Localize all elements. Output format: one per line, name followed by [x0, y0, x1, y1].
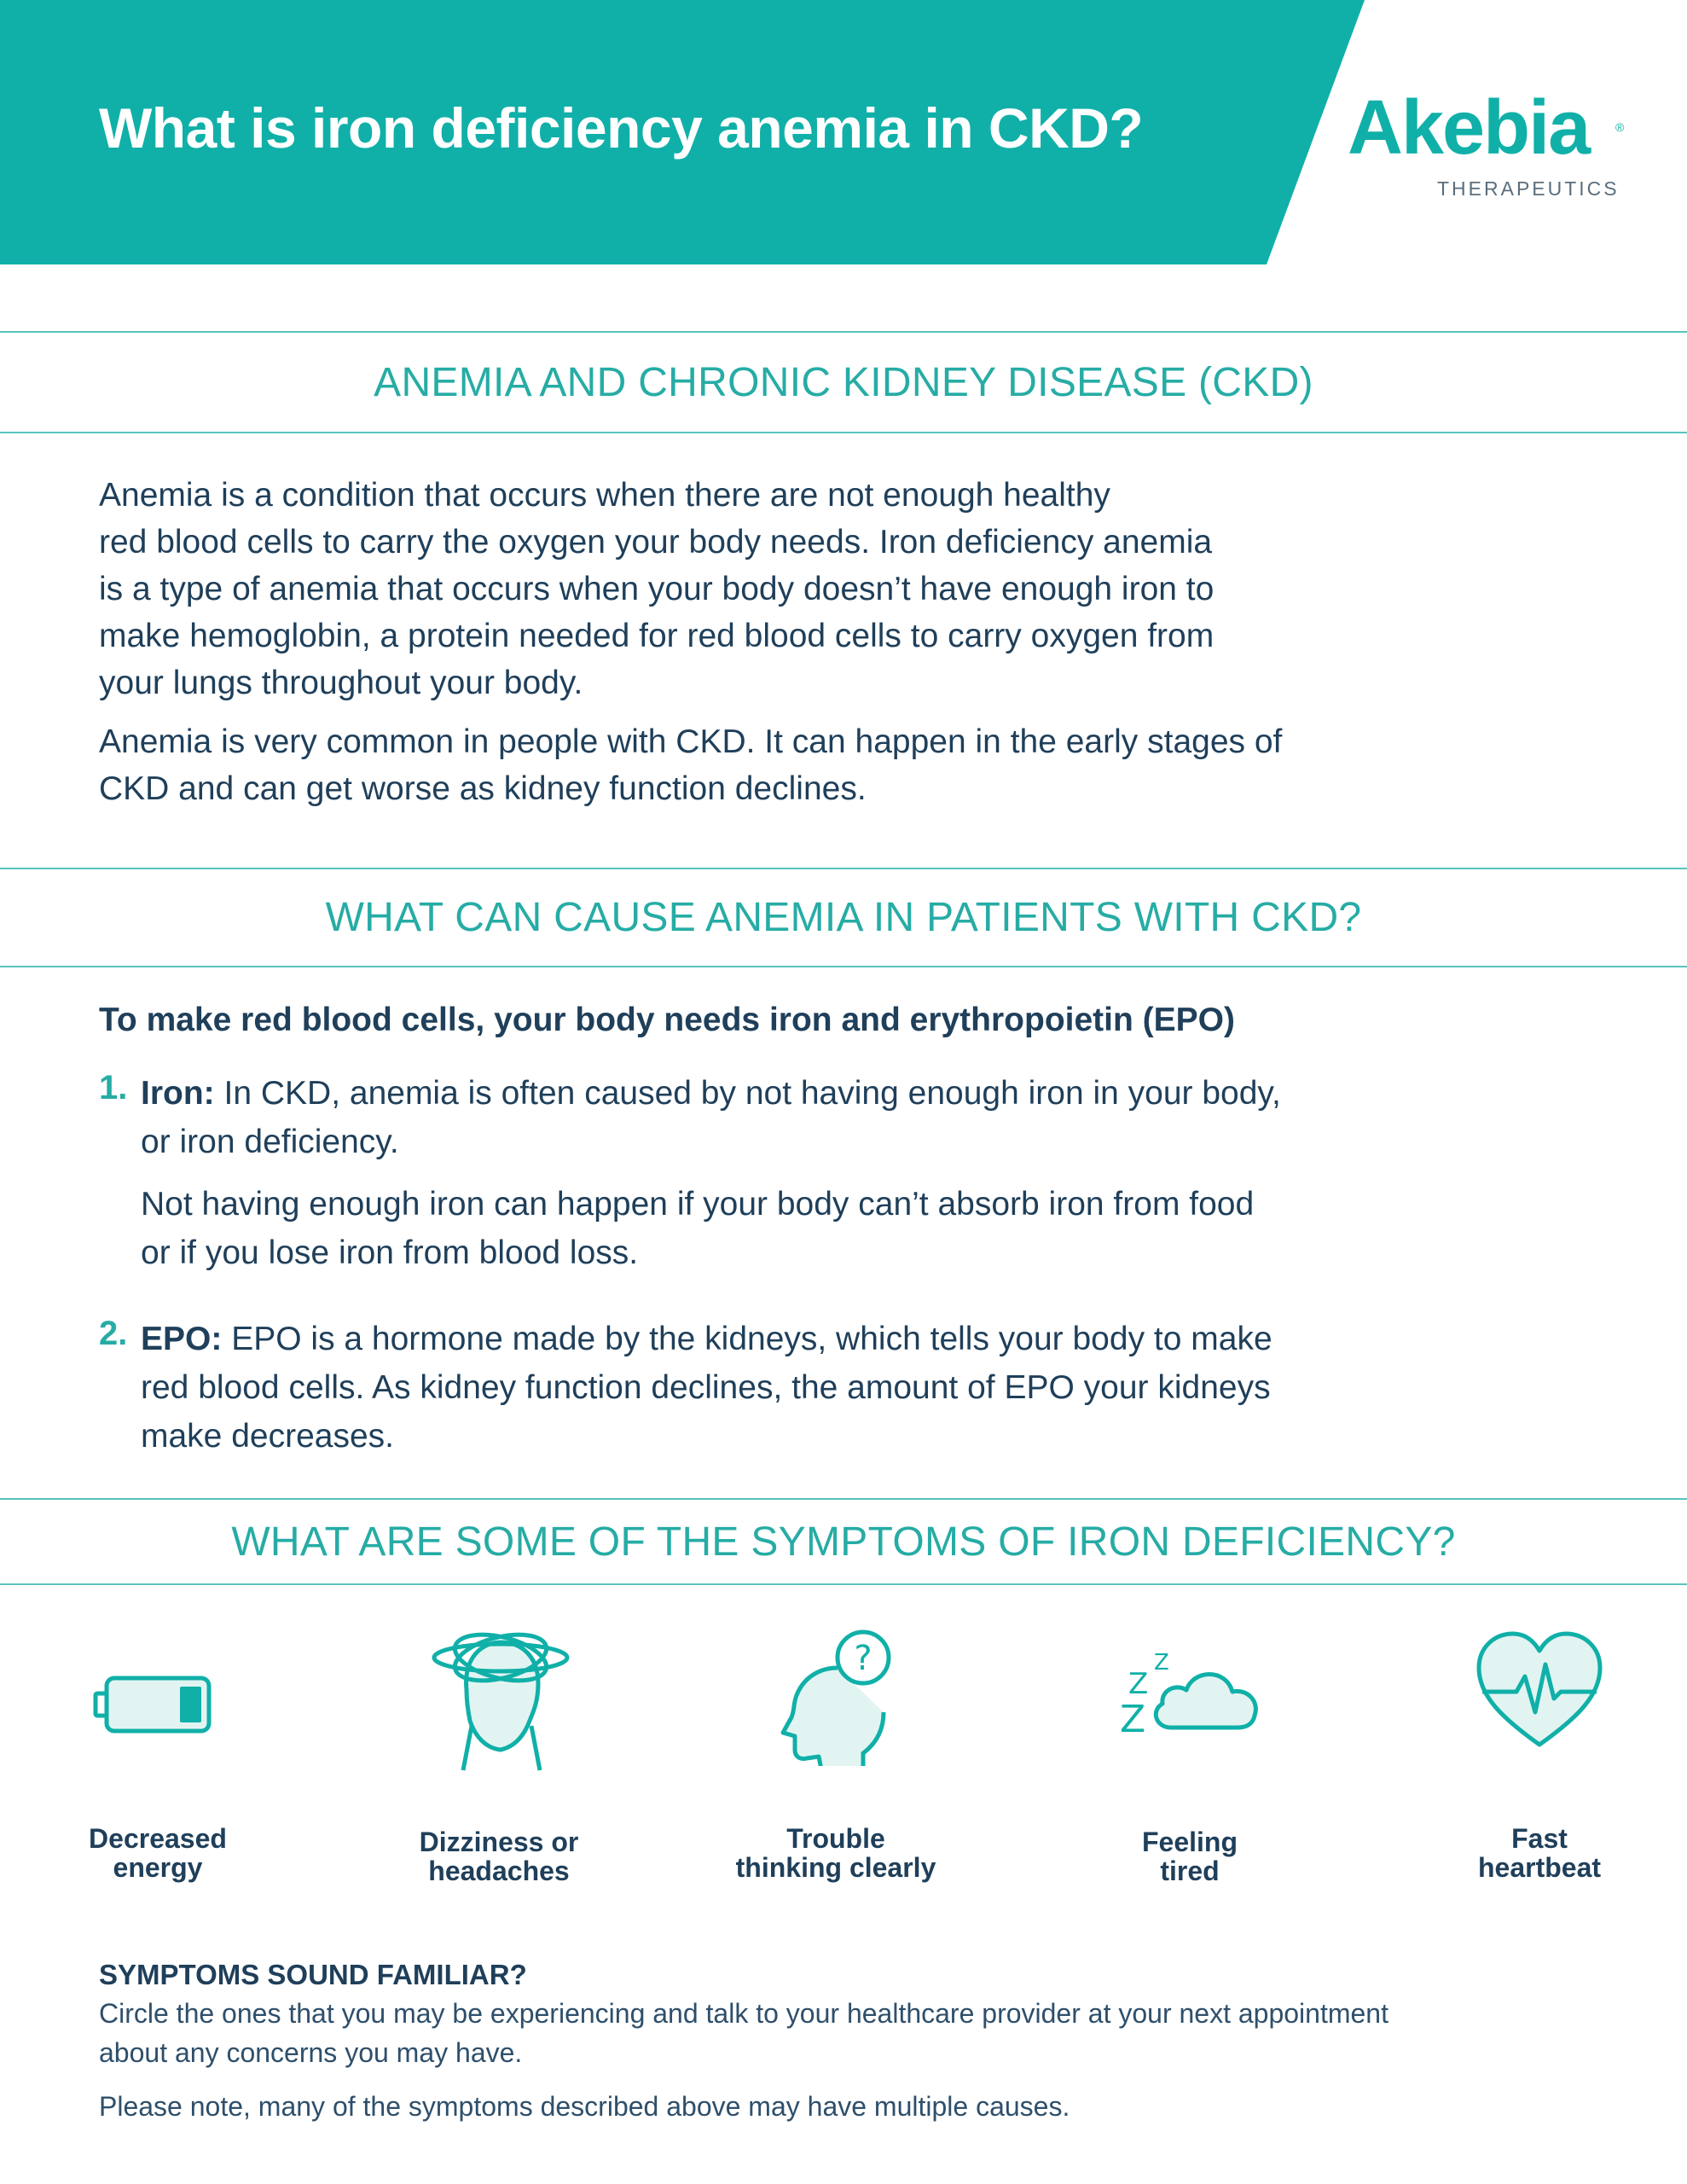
- section-header-causes: [0, 868, 1687, 967]
- svg-text:Z: Z: [1154, 1650, 1169, 1676]
- section-heading: WHAT ARE SOME OF THE SYMPTOMS OF IRON DEFICIENCY?: [231, 1519, 1456, 1565]
- svg-text:?: ?: [854, 1639, 872, 1678]
- section-header-symptoms: [0, 1498, 1687, 1585]
- logo-registered-mark: ®: [1615, 120, 1625, 134]
- text-line: In CKD, anemia is often caused by not having enough iron in your body,: [223, 1075, 1281, 1112]
- causes-lead-text: To make red blood cells, your body needs iron and erythropoietin (EPO): [99, 1002, 1235, 1038]
- text-line: make decreases.: [141, 1418, 394, 1455]
- page-title: What is iron deficiency anemia in CKD?: [99, 96, 1144, 160]
- paragraph-anemia-ckd: [99, 718, 1549, 812]
- symptom-label: Decreased energy: [89, 1823, 227, 1883]
- heartbeat-icon: [1467, 1617, 1612, 1753]
- list-item-epo: [99, 1315, 1549, 1461]
- text-line: make hemoglobin, a protein needed for red blood cells to carry oxygen from: [99, 618, 1215, 654]
- symptom-label: Feeling tired: [1141, 1827, 1238, 1886]
- causes-note: Please note, many of the symptoms described above may have multiple causes.: [99, 2091, 1070, 2122]
- logo-wordmark: Akebia: [1348, 85, 1590, 171]
- text-line: or if you lose iron from blood loss.: [141, 1234, 639, 1271]
- text-line: EPO is a hormone made by the kidneys, which tells your body to make: [231, 1321, 1272, 1357]
- list-item-label: EPO:: [141, 1321, 223, 1357]
- symptom-dizziness: [371, 1642, 627, 1773]
- head-question-icon: [759, 1617, 913, 1766]
- section-header-anemia-ckd: [0, 331, 1687, 433]
- dizzy-head-icon: [422, 1623, 576, 1773]
- list-item-iron: [99, 1069, 1549, 1277]
- sleep-cloud-icon: [1104, 1625, 1275, 1753]
- list-number: 1.: [99, 1069, 128, 1107]
- svg-text:Z: Z: [1120, 1698, 1146, 1741]
- text-line: Anemia is very common in people with CKD. It can happen in the early stages of: [99, 723, 1283, 760]
- text-line: red blood cells. As kidney function declines, the amount of EPO your kidneys: [141, 1369, 1271, 1406]
- svg-text:Z: Z: [1128, 1667, 1149, 1701]
- logo-subtitle: THERAPEUTICS: [1437, 177, 1620, 200]
- section-heading: ANEMIA AND CHRONIC KIDNEY DISEASE (CKD): [374, 359, 1313, 405]
- text-line: or iron deficiency.: [141, 1124, 399, 1160]
- list-number: 2.: [99, 1315, 128, 1352]
- company-logo: [1348, 85, 1629, 209]
- text-line: Circle the ones that you may be experiencing and talk to your healthcare provider at your next appointment: [99, 1998, 1388, 2029]
- list-item-label: Iron:: [141, 1075, 215, 1112]
- section-heading: WHAT CAN CAUSE ANEMIA IN PATIENTS WITH CKD?: [325, 895, 1362, 940]
- symptom-fast-heartbeat: [1412, 1642, 1667, 1753]
- text-line: red blood cells to carry the oxygen your body needs. Iron deficiency anemia: [99, 524, 1213, 561]
- symptom-label: Dizziness or headaches: [419, 1827, 579, 1886]
- text-line: about any concerns you may have.: [99, 2037, 523, 2068]
- symptom-trouble-thinking: [708, 1639, 964, 1766]
- symptom-label: Fast heartbeat: [1477, 1823, 1602, 1883]
- symptom-feeling-tired: [1062, 1642, 1318, 1753]
- symptom-decreased-energy: [30, 1642, 286, 1762]
- paragraph-anemia-definition: [99, 472, 1549, 706]
- text-line: Not having enough iron can happen if your body can’t absorb iron from food: [141, 1186, 1255, 1223]
- low-battery-icon: [90, 1642, 226, 1762]
- text-line: Anemia is a condition that occurs when there are not enough healthy: [99, 477, 1110, 514]
- symptoms-familiar-title: SYMPTOMS SOUND FAMILIAR?: [99, 1959, 527, 1990]
- symptom-label: Trouble thinking clearly: [735, 1823, 936, 1883]
- text-line: is a type of anemia that occurs when your body doesn’t have enough iron to: [99, 571, 1215, 607]
- text-line: CKD and can get worse as kidney function declines.: [99, 770, 867, 807]
- text-line: your lungs throughout your body.: [99, 665, 583, 701]
- symptoms-familiar-text: [99, 1994, 1617, 2072]
